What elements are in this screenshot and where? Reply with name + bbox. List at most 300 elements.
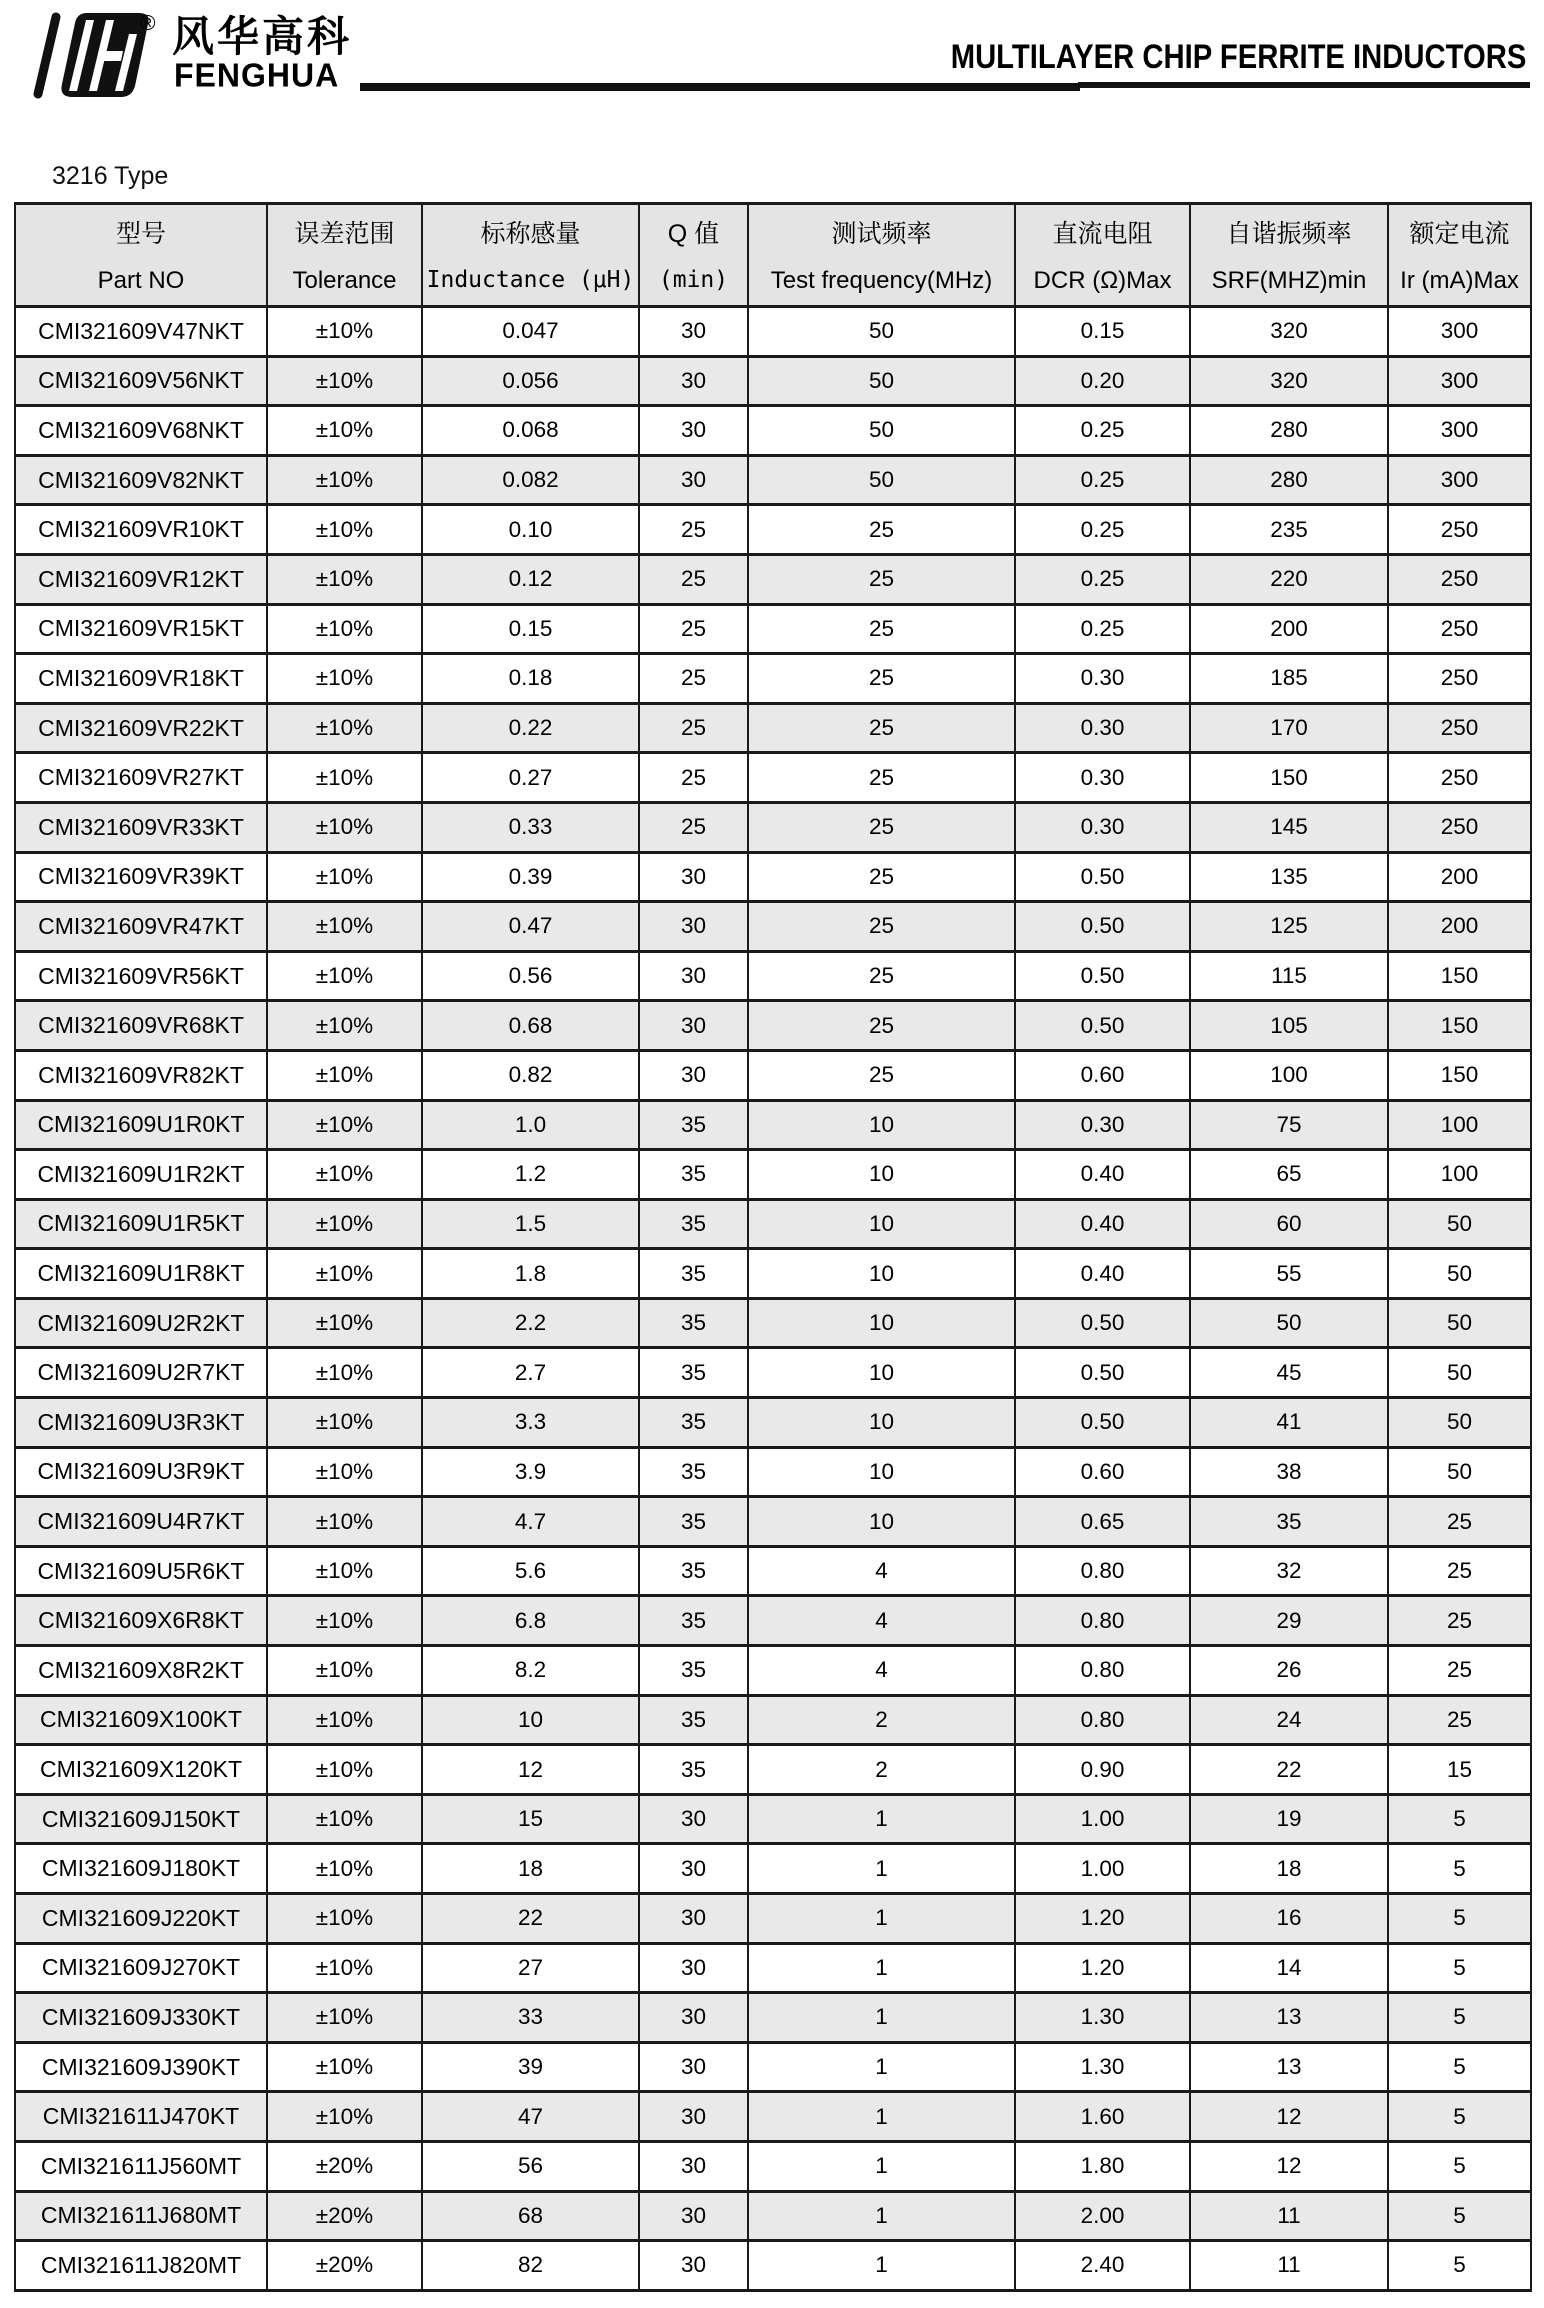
spec-cell: 30 [639, 307, 748, 357]
spec-cell: 0.50 [1015, 902, 1190, 952]
spec-cell: 0.22 [422, 703, 639, 753]
part-no-cell: CMI321609VR68KT [15, 1001, 267, 1051]
spec-cell: 1.80 [1015, 2141, 1190, 2191]
spec-cell: 30 [639, 2092, 748, 2142]
spec-cell: 5 [1388, 2191, 1531, 2241]
spec-cell: 1.0 [422, 1100, 639, 1150]
spec-cell: 39 [422, 2042, 639, 2092]
spec-cell: 250 [1388, 554, 1531, 604]
spec-cell: ±10% [267, 1199, 422, 1249]
spec-cell: ±10% [267, 406, 422, 456]
spec-cell: 11 [1190, 2191, 1388, 2241]
spec-cell: 13 [1190, 2042, 1388, 2092]
spec-cell: 100 [1388, 1150, 1531, 1200]
spec-cell: 35 [639, 1150, 748, 1200]
spec-cell: 0.15 [1015, 307, 1190, 357]
spec-cell: 0.12 [422, 554, 639, 604]
spec-cell: 1.30 [1015, 1993, 1190, 2043]
spec-cell: 25 [639, 554, 748, 604]
spec-cell: 50 [1388, 1348, 1531, 1398]
column-header-en: DCR (Ω)Max [1033, 266, 1172, 294]
column-header-en: Part NO [97, 266, 185, 294]
document-title: MULTILAYER CHIP FERRITE INDUCTORS [950, 38, 1526, 76]
spec-cell: 250 [1388, 604, 1531, 654]
column-header [1015, 204, 1190, 307]
spec-cell: 0.056 [422, 356, 639, 406]
spec-cell: 0.30 [1015, 802, 1190, 852]
spec-cell: 0.50 [1015, 1348, 1190, 1398]
spec-cell: 30 [639, 1794, 748, 1844]
spec-cell: 0.40 [1015, 1150, 1190, 1200]
table-row [15, 2191, 1531, 2241]
table-header-row [15, 204, 1531, 307]
spec-cell: 14 [1190, 1943, 1388, 1993]
spec-cell: 30 [639, 2141, 748, 2191]
spec-cell: 0.80 [1015, 1596, 1190, 1646]
spec-cell: ±10% [267, 1050, 422, 1100]
spec-cell: 29 [1190, 1596, 1388, 1646]
table-row [15, 753, 1531, 803]
table-row [15, 307, 1531, 357]
spec-cell: 0.40 [1015, 1249, 1190, 1299]
spec-cell: 150 [1388, 1050, 1531, 1100]
spec-cell: 50 [1388, 1398, 1531, 1448]
spec-cell: ±10% [267, 307, 422, 357]
spec-cell: 25 [748, 654, 1015, 704]
part-no-cell: CMI321611J560MT [15, 2141, 267, 2191]
spec-cell: 0.30 [1015, 753, 1190, 803]
spec-cell: 25 [748, 604, 1015, 654]
spec-cell: ±10% [267, 1745, 422, 1795]
spec-cell: ±10% [267, 1348, 422, 1398]
part-no-cell: CMI321611J820MT [15, 2241, 267, 2291]
column-header-cn: 型号 [115, 219, 166, 248]
spec-cell: 280 [1190, 406, 1388, 456]
spec-cell: 50 [1388, 1447, 1531, 1497]
table-row [15, 554, 1531, 604]
part-no-cell: CMI321609VR27KT [15, 753, 267, 803]
table-row [15, 505, 1531, 555]
table-row [15, 1298, 1531, 1348]
spec-cell: 25 [639, 505, 748, 555]
spec-cell: 12 [1190, 2092, 1388, 2142]
spec-cell: 0.82 [422, 1050, 639, 1100]
spec-cell: 25 [1388, 1546, 1531, 1596]
spec-cell: 15 [1388, 1745, 1531, 1795]
column-header [639, 204, 748, 307]
spec-cell: 27 [422, 1943, 639, 1993]
part-no-cell: CMI321609VR18KT [15, 654, 267, 704]
inductor-spec-table [14, 202, 1532, 2292]
spec-cell: 200 [1388, 852, 1531, 902]
spec-cell: 1.5 [422, 1199, 639, 1249]
table-row [15, 2092, 1531, 2142]
spec-cell: 30 [639, 1050, 748, 1100]
spec-cell: 75 [1190, 1100, 1388, 1150]
spec-cell: ±10% [267, 2042, 422, 2092]
spec-cell: 1.8 [422, 1249, 639, 1299]
spec-cell: 2 [748, 1695, 1015, 1745]
spec-cell: 25 [748, 1050, 1015, 1100]
column-header [1190, 204, 1388, 307]
spec-cell: 12 [422, 1745, 639, 1795]
spec-cell: 250 [1388, 753, 1531, 803]
table-row [15, 1844, 1531, 1894]
spec-cell: 1 [748, 1943, 1015, 1993]
spec-cell: 220 [1190, 554, 1388, 604]
spec-cell: 24 [1190, 1695, 1388, 1745]
spec-cell: 0.18 [422, 654, 639, 704]
part-no-cell: CMI321609VR82KT [15, 1050, 267, 1100]
spec-cell: 10 [748, 1249, 1015, 1299]
spec-cell: 30 [639, 852, 748, 902]
spec-cell: 35 [639, 1100, 748, 1150]
part-no-cell: CMI321609U3R9KT [15, 1447, 267, 1497]
spec-cell: 25 [639, 703, 748, 753]
spec-cell: 5 [1388, 1993, 1531, 2043]
spec-cell: 1.30 [1015, 2042, 1190, 2092]
column-header [267, 204, 422, 307]
spec-cell: 2 [748, 1745, 1015, 1795]
spec-cell: ±10% [267, 852, 422, 902]
column-header-cn: 误差范围 [294, 219, 395, 248]
spec-cell: ±20% [267, 2241, 422, 2291]
spec-cell: 320 [1190, 356, 1388, 406]
spec-cell: 30 [639, 1001, 748, 1051]
spec-cell: 47 [422, 2092, 639, 2142]
part-no-cell: CMI321609J330KT [15, 1993, 267, 2043]
spec-cell: 250 [1388, 802, 1531, 852]
spec-cell: 22 [1190, 1745, 1388, 1795]
spec-cell: 105 [1190, 1001, 1388, 1051]
spec-cell: 30 [639, 1993, 748, 2043]
spec-cell: 50 [748, 307, 1015, 357]
spec-cell: 35 [639, 1546, 748, 1596]
spec-cell: ±20% [267, 2141, 422, 2191]
spec-cell: 30 [639, 951, 748, 1001]
part-no-cell: CMI321611J680MT [15, 2191, 267, 2241]
spec-cell: 30 [639, 356, 748, 406]
spec-cell: 0.33 [422, 802, 639, 852]
spec-cell: ±10% [267, 1001, 422, 1051]
spec-cell: 35 [639, 1199, 748, 1249]
spec-cell: 35 [639, 1298, 748, 1348]
spec-cell: 19 [1190, 1794, 1388, 1844]
spec-cell: ±10% [267, 1794, 422, 1844]
spec-cell: 300 [1388, 356, 1531, 406]
spec-cell: 200 [1388, 902, 1531, 952]
registered-trademark-icon: ® [140, 12, 156, 35]
spec-cell: ±10% [267, 1844, 422, 1894]
spec-cell: 50 [748, 356, 1015, 406]
part-no-cell: CMI321609VR39KT [15, 852, 267, 902]
spec-cell: 0.50 [1015, 1001, 1190, 1051]
part-no-cell: CMI321609J150KT [15, 1794, 267, 1844]
column-header [1388, 204, 1531, 307]
spec-cell: 1 [748, 2042, 1015, 2092]
spec-cell: 4 [748, 1546, 1015, 1596]
spec-cell: 0.60 [1015, 1447, 1190, 1497]
table-row [15, 1150, 1531, 1200]
spec-cell: 30 [639, 902, 748, 952]
spec-cell: 6.8 [422, 1596, 639, 1646]
part-no-cell: CMI321609V47NKT [15, 307, 267, 357]
table-row [15, 406, 1531, 456]
part-no-cell: CMI321609U1R2KT [15, 1150, 267, 1200]
table-row [15, 1596, 1531, 1646]
part-no-cell: CMI321609J180KT [15, 1844, 267, 1894]
table-row [15, 654, 1531, 704]
table-row [15, 1398, 1531, 1448]
table-row [15, 1497, 1531, 1547]
spec-cell: 25 [748, 1001, 1015, 1051]
spec-cell: 33 [422, 1993, 639, 2043]
spec-cell: ±10% [267, 1695, 422, 1745]
table-row [15, 1447, 1531, 1497]
spec-cell: 1 [748, 2141, 1015, 2191]
spec-cell: 30 [639, 2191, 748, 2241]
spec-cell: 35 [639, 1447, 748, 1497]
spec-cell: 32 [1190, 1546, 1388, 1596]
spec-cell: 50 [748, 406, 1015, 456]
table-row [15, 1050, 1531, 1100]
spec-cell: 1 [748, 1894, 1015, 1944]
spec-cell: 0.60 [1015, 1050, 1190, 1100]
spec-cell: 300 [1388, 307, 1531, 357]
spec-cell: 0.047 [422, 307, 639, 357]
spec-cell: 30 [639, 455, 748, 505]
spec-cell: 82 [422, 2241, 639, 2291]
spec-cell: 150 [1388, 1001, 1531, 1051]
spec-cell: 10 [748, 1497, 1015, 1547]
spec-cell: 0.65 [1015, 1497, 1190, 1547]
part-no-cell: CMI321609J220KT [15, 1894, 267, 1944]
column-header-cn: Q 值 [667, 220, 720, 248]
spec-cell: 25 [748, 554, 1015, 604]
spec-cell: 10 [748, 1298, 1015, 1348]
header-rule-left [360, 83, 1080, 91]
table-row [15, 1348, 1531, 1398]
part-no-cell: CMI321609V56NKT [15, 356, 267, 406]
brand-name-english: FENGHUA [174, 55, 340, 94]
part-no-cell: CMI321609VR22KT [15, 703, 267, 753]
spec-cell: 1.20 [1015, 1894, 1190, 1944]
spec-cell: 50 [1388, 1298, 1531, 1348]
table-row [15, 802, 1531, 852]
spec-cell: ±10% [267, 604, 422, 654]
spec-cell: 115 [1190, 951, 1388, 1001]
spec-cell: 2.00 [1015, 2191, 1190, 2241]
column-header-cn: 标称感量 [480, 220, 581, 248]
spec-cell: 25 [1388, 1497, 1531, 1547]
spec-cell: 30 [639, 1844, 748, 1894]
spec-cell: ±20% [267, 2191, 422, 2241]
fenghua-logo-icon [26, 10, 158, 102]
table-row [15, 1249, 1531, 1299]
spec-cell: 185 [1190, 654, 1388, 704]
spec-cell: 280 [1190, 455, 1388, 505]
spec-cell: ±10% [267, 1546, 422, 1596]
column-header-en: SRF(MHZ)min [1211, 266, 1367, 294]
spec-cell: 4 [748, 1646, 1015, 1696]
table-row [15, 356, 1531, 406]
brand-name-chinese: 风华高科 [172, 13, 353, 60]
table-row [15, 1001, 1531, 1051]
spec-cell: 5 [1388, 2241, 1531, 2291]
spec-cell: 35 [639, 1249, 748, 1299]
table-row [15, 1695, 1531, 1745]
spec-cell: 16 [1190, 1894, 1388, 1944]
spec-cell: 150 [1388, 951, 1531, 1001]
spec-cell: ±10% [267, 753, 422, 803]
spec-cell: 25 [639, 604, 748, 654]
spec-cell: ±10% [267, 1398, 422, 1448]
spec-cell: 65 [1190, 1150, 1388, 1200]
spec-cell: 11 [1190, 2241, 1388, 2291]
spec-cell: 125 [1190, 902, 1388, 952]
spec-cell: 1.2 [422, 1150, 639, 1200]
spec-cell: 60 [1190, 1199, 1388, 1249]
spec-cell: 15 [422, 1794, 639, 1844]
spec-cell: 25 [1388, 1596, 1531, 1646]
spec-cell: 5 [1388, 1894, 1531, 1944]
table-row [15, 1100, 1531, 1150]
table-row [15, 2141, 1531, 2191]
spec-cell: 1 [748, 2092, 1015, 2142]
spec-cell: 2.40 [1015, 2241, 1190, 2291]
spec-cell: 30 [639, 2241, 748, 2291]
spec-cell: 1.00 [1015, 1794, 1190, 1844]
spec-cell: 35 [639, 1398, 748, 1448]
spec-cell: 25 [748, 951, 1015, 1001]
spec-cell: 0.25 [1015, 505, 1190, 555]
column-header-cn: 直流电阻 [1052, 219, 1153, 248]
table-row [15, 1745, 1531, 1795]
part-no-cell: CMI321609V68NKT [15, 406, 267, 456]
column-header-en: Test frequency(MHz) [770, 266, 993, 294]
part-no-cell: CMI321609U1R8KT [15, 1249, 267, 1299]
spec-cell: 5 [1388, 2092, 1531, 2142]
spec-cell: 26 [1190, 1646, 1388, 1696]
spec-cell: 1 [748, 2241, 1015, 2291]
column-header-cn: 额定电流 [1409, 219, 1510, 248]
spec-cell: ±10% [267, 1894, 422, 1944]
spec-cell: 150 [1190, 753, 1388, 803]
spec-cell: 5 [1388, 1794, 1531, 1844]
spec-cell: 3.9 [422, 1447, 639, 1497]
spec-cell: 25 [748, 753, 1015, 803]
spec-cell: 5 [1388, 1943, 1531, 1993]
spec-cell: 56 [422, 2141, 639, 2191]
spec-cell: 1.60 [1015, 2092, 1190, 2142]
spec-cell: 10 [748, 1100, 1015, 1150]
spec-cell: 100 [1190, 1050, 1388, 1100]
part-no-cell: CMI321609U4R7KT [15, 1497, 267, 1547]
spec-cell: 0.56 [422, 951, 639, 1001]
part-no-cell: CMI321609U1R5KT [15, 1199, 267, 1249]
part-no-cell: CMI321609X120KT [15, 1745, 267, 1795]
spec-cell: 68 [422, 2191, 639, 2241]
table-row [15, 1993, 1531, 2043]
spec-cell: 25 [748, 802, 1015, 852]
table-row [15, 951, 1531, 1001]
spec-cell: 0.25 [1015, 455, 1190, 505]
spec-cell: ±10% [267, 1447, 422, 1497]
spec-cell: 55 [1190, 1249, 1388, 1299]
column-header-en: Tolerance [292, 266, 397, 294]
table-row [15, 2042, 1531, 2092]
part-no-cell: CMI321609X6R8KT [15, 1596, 267, 1646]
table-row [15, 1794, 1531, 1844]
spec-cell: ±10% [267, 654, 422, 704]
header-rule-right [1078, 82, 1530, 88]
spec-cell: ±10% [267, 951, 422, 1001]
spec-cell: 8.2 [422, 1646, 639, 1696]
spec-cell: ±10% [267, 554, 422, 604]
spec-cell: ±10% [267, 505, 422, 555]
spec-cell: ±10% [267, 1596, 422, 1646]
spec-cell: 30 [639, 406, 748, 456]
spec-cell: ±10% [267, 802, 422, 852]
spec-cell: 2.7 [422, 1348, 639, 1398]
spec-cell: 25 [748, 902, 1015, 952]
spec-cell: 0.80 [1015, 1695, 1190, 1745]
spec-cell: 300 [1388, 455, 1531, 505]
spec-cell: 5 [1388, 2141, 1531, 2191]
part-no-cell: CMI321609V82NKT [15, 455, 267, 505]
part-no-cell: CMI321609VR56KT [15, 951, 267, 1001]
part-no-cell: CMI321609X8R2KT [15, 1646, 267, 1696]
spec-cell: 35 [639, 1596, 748, 1646]
spec-cell: 18 [1190, 1844, 1388, 1894]
spec-cell: 25 [748, 852, 1015, 902]
table-row [15, 604, 1531, 654]
spec-cell: 50 [1388, 1249, 1531, 1299]
part-no-cell: CMI321609X100KT [15, 1695, 267, 1745]
spec-cell: 250 [1388, 505, 1531, 555]
part-no-cell: CMI321609U2R2KT [15, 1298, 267, 1348]
table-row [15, 2241, 1531, 2291]
part-no-cell: CMI321609U3R3KT [15, 1398, 267, 1448]
spec-cell: 0.25 [1015, 554, 1190, 604]
part-no-cell: CMI321611J470KT [15, 2092, 267, 2142]
spec-cell: 0.082 [422, 455, 639, 505]
spec-cell: 0.40 [1015, 1199, 1190, 1249]
spec-cell: 1 [748, 1844, 1015, 1894]
spec-cell: 0.39 [422, 852, 639, 902]
table-row [15, 902, 1531, 952]
column-header-en: (min) [658, 267, 729, 293]
spec-cell: 0.10 [422, 505, 639, 555]
part-no-cell: CMI321609VR10KT [15, 505, 267, 555]
column-header [15, 204, 267, 307]
table-row [15, 703, 1531, 753]
spec-cell: ±10% [267, 1150, 422, 1200]
spec-cell: 320 [1190, 307, 1388, 357]
spec-cell: 0.30 [1015, 654, 1190, 704]
spec-cell: 100 [1388, 1100, 1531, 1150]
spec-cell: 0.50 [1015, 951, 1190, 1001]
spec-cell: 50 [1388, 1199, 1531, 1249]
spec-cell: 22 [422, 1894, 639, 1944]
spec-cell: 0.15 [422, 604, 639, 654]
spec-cell: 10 [748, 1150, 1015, 1200]
spec-cell: 1 [748, 2191, 1015, 2241]
section-label-3216-type: 3216 Type [52, 162, 169, 190]
spec-cell: 1.00 [1015, 1844, 1190, 1894]
spec-cell: ±10% [267, 1993, 422, 2043]
part-no-cell: CMI321609J390KT [15, 2042, 267, 2092]
